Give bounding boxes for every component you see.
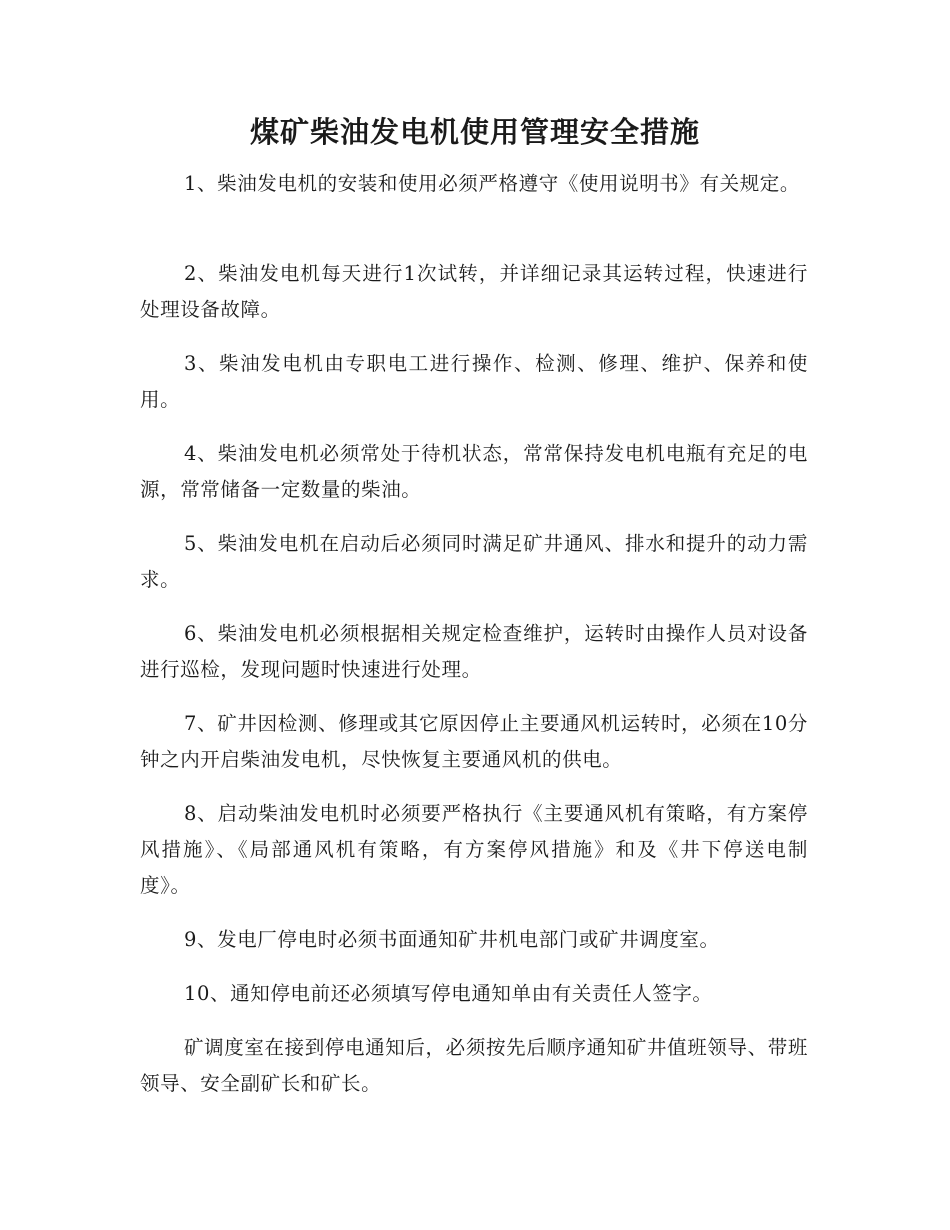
paragraph-8: 8、启动柴油发电机时必须要严格执行《主要通风机有策略，有方案停风措施》、《局部通风机有策略，有方案停风措施》和及《井下停送电制度》。 [140,802,808,897]
paragraph-3: 3、柴油发电机由专职电工进行操作、检测、修理、维护、保养和使用。 [140,352,808,411]
paragraph-11: 矿调度室在接到停电通知后，必须按先后顺序通知矿井值班领导、带班领导、安全副矿长和矿长。 [140,1036,808,1095]
document-title: 煤矿柴油发电机使用管理安全措施 [249,115,700,149]
paragraph-10: 10、通知停电前还必须填写停电通知单由有关责任人签字。 [184,982,713,1005]
paragraph-1: 1、柴油发电机的安装和使用必须严格遵守《使用说明书》有关规定。 [184,172,801,195]
paragraph-6: 6、柴油发电机必须根据相关规定检查维护，运转时由操作人员对设备进行巡检，发现问题时快速进行处理。 [140,622,808,681]
paragraph-5: 5、柴油发电机在启动后必须同时满足矿井通风、排水和提升的动力需求。 [140,532,808,591]
paragraph-7: 7、矿井因检测、修理或其它原因停止主要通风机运转时，必须在10分钟之内开启柴油发电机，尽快恢复主要通风机的供电。 [140,712,808,771]
paragraph-2: 2、柴油发电机每天进行1次试转，并详细记录其运转过程，快速进行处理设备故障。 [140,262,808,321]
paragraph-9: 9、发电厂停电时必须书面通知矿井机电部门或矿井调度室。 [184,928,720,951]
paragraph-4: 4、柴油发电机必须常处于待机状态，常常保持发电机电瓶有充足的电源，常常储备一定数量的柴油。 [140,442,808,501]
